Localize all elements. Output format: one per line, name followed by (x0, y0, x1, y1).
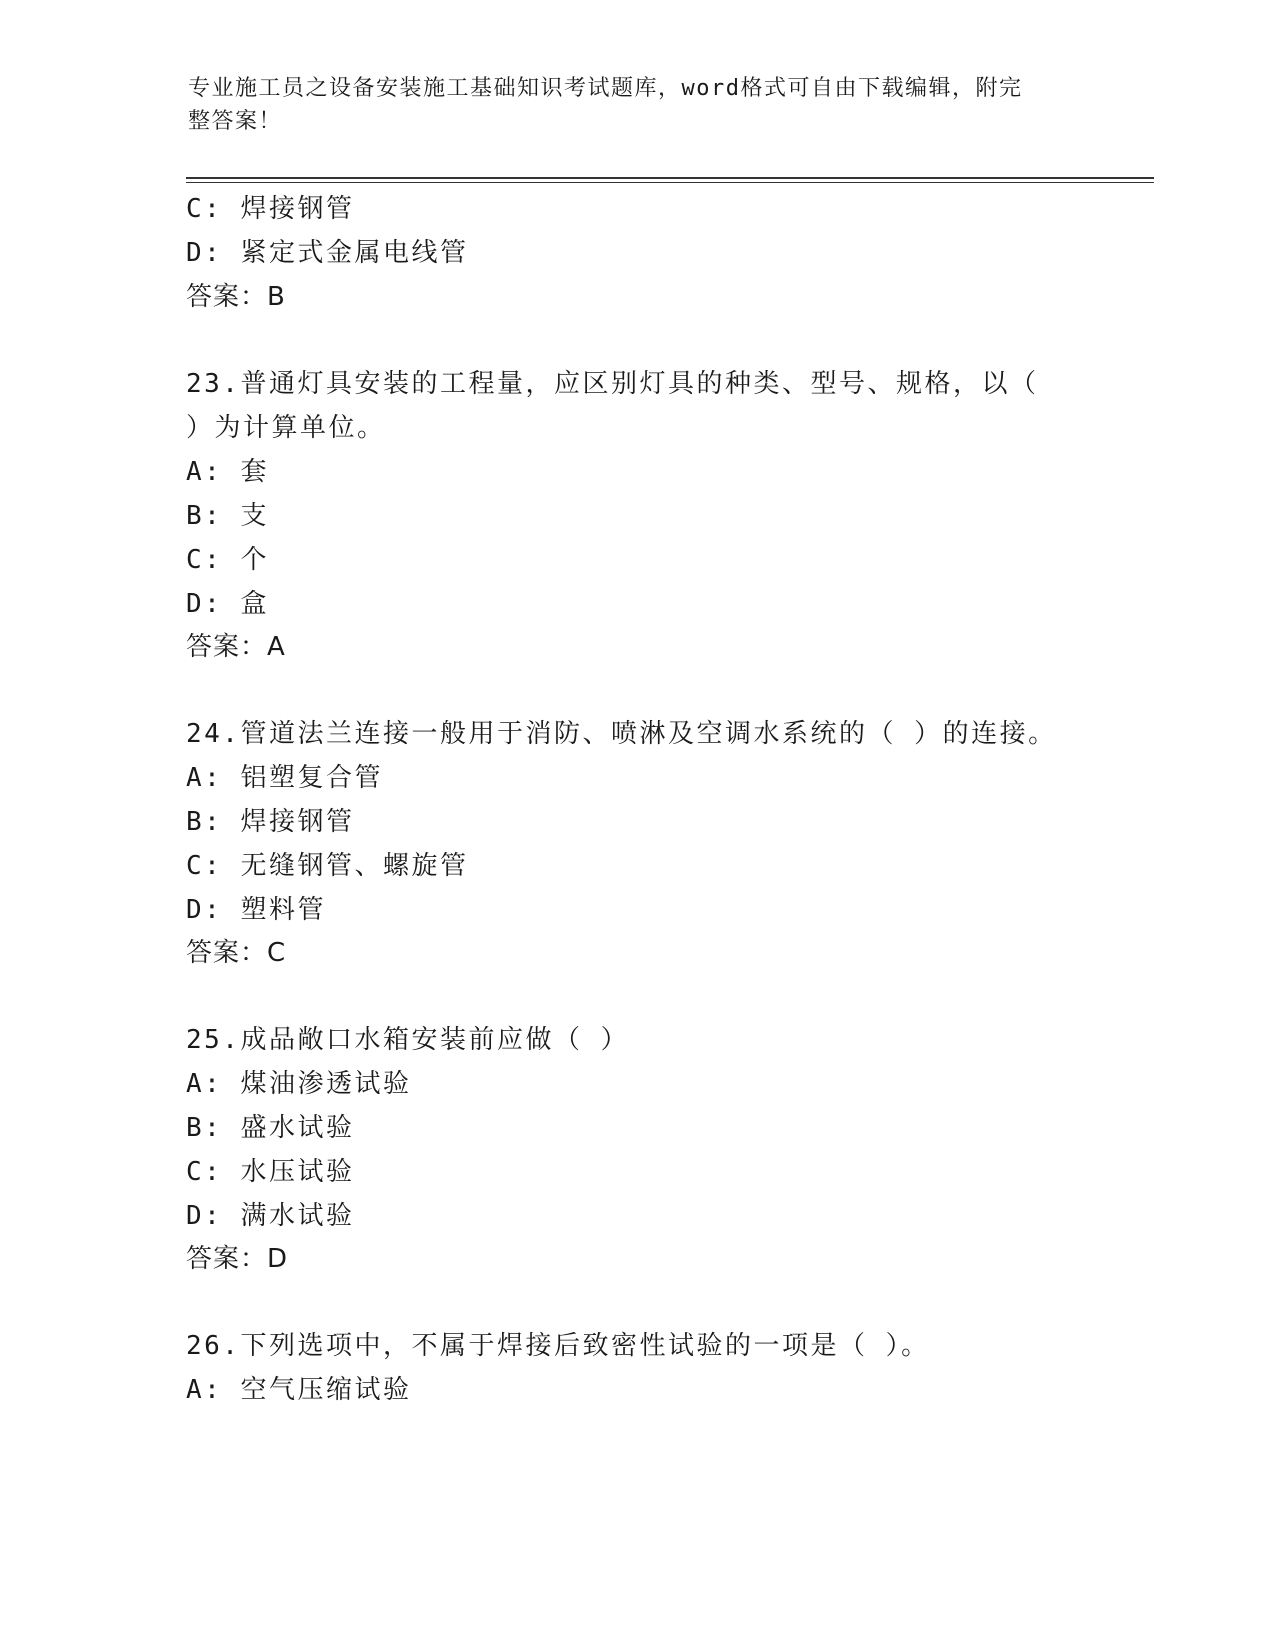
q23-stem-line-1: 23.普通灯具安装的工程量，应区别灯具的种类、型号、规格，以（ (186, 369, 1039, 399)
header-line-1: 专业施工员之设备安装施工基础知识考试题库，word格式可自由下载编辑，附完 (188, 76, 1023, 101)
q24-stem-line-1: 24.管道法兰连接一般用于消防、喷淋及空调水系统的（ ）的连接。 (186, 719, 1057, 749)
q26-stem-line-1: 26.下列选项中，不属于焊接后致密性试验的一项是（ ）。 (186, 1331, 930, 1361)
header-line-2: 整答案！ (188, 109, 283, 134)
q26-option-a: A: 空气压缩试验 (186, 1375, 412, 1405)
q25-stem-line-1: 25.成品敞口水箱安装前应做（ ） (186, 1025, 630, 1055)
q25-option-d: D: 满水试验 (186, 1201, 355, 1231)
q24-option-a: A: 铝塑复合管 (186, 763, 383, 793)
q25-option-b: B: 盛水试验 (186, 1113, 355, 1143)
header-divider-thin (186, 182, 1154, 183)
q22-option-c: C: 焊接钢管 (186, 194, 355, 224)
q23-option-c: C: 个 (186, 545, 269, 575)
q22-option-d: D: 紧定式金属电线管 (186, 238, 469, 268)
q25-option-c: C: 水压试验 (186, 1157, 355, 1187)
q22-answer: 答案：B (186, 282, 286, 312)
q24-option-b: B: 焊接钢管 (186, 807, 355, 837)
q24-answer: 答案：C (186, 938, 287, 968)
q25-answer: 答案：D (186, 1244, 289, 1274)
q23-option-b: B: 支 (186, 501, 269, 531)
q23-option-d: D: 盒 (186, 589, 269, 619)
document-header (188, 72, 1068, 138)
q24-option-d: D: 塑料管 (186, 895, 326, 925)
q23-option-a: A: 套 (186, 457, 269, 487)
q25-option-a: A: 煤油渗透试验 (186, 1069, 412, 1099)
header-divider-thick (186, 177, 1154, 179)
q23-answer: 答案：A (186, 632, 286, 662)
q23-stem-line-2: ）为计算单位。 (186, 413, 386, 443)
q24-option-c: C: 无缝钢管、螺旋管 (186, 851, 469, 881)
